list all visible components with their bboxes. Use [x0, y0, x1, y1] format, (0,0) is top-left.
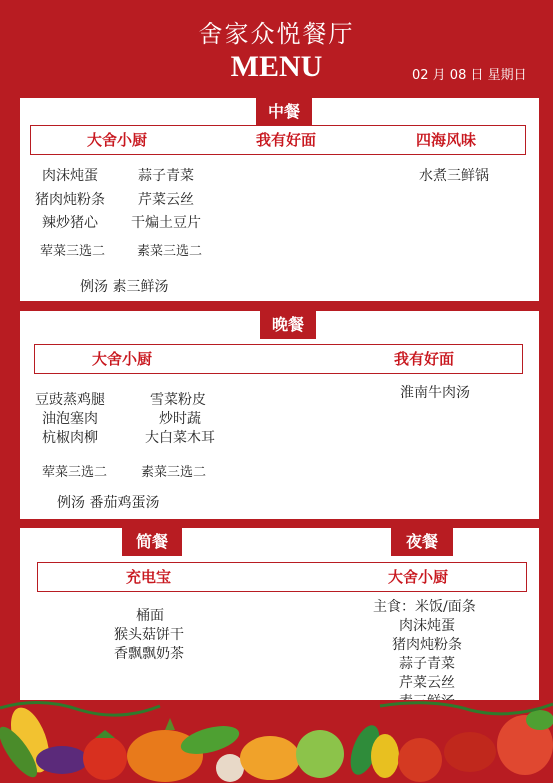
lunch-item: 肉沫炖蛋: [42, 168, 98, 184]
lunch-tag: 中餐: [256, 98, 312, 126]
dinner-item: 大白菜木耳: [145, 430, 215, 446]
simple-meal-tag: 简餐: [122, 528, 182, 556]
night-meal-item: 蒜子青菜: [399, 656, 455, 672]
dinner-tag: 晚餐: [260, 311, 316, 339]
dinner-soup: 例汤 番茄鸡蛋汤: [57, 495, 160, 511]
night-meal-category: 大舍小厨: [388, 568, 449, 586]
lunch-item: 蒜子青菜: [138, 168, 194, 184]
dinner-choose-veg: 素菜三选二: [141, 465, 207, 480]
lunch-item: 辣炒猪心: [42, 215, 98, 231]
lunch-soup: 例汤 素三鲜汤: [80, 279, 169, 295]
vegetable-border-illustration: [0, 700, 553, 783]
night-meal-item: 肉沫炖蛋: [399, 618, 455, 634]
late-meals-category-bar: [37, 562, 527, 592]
lunch-category-3: 四海风味: [416, 131, 477, 149]
simple-meal-item: 桶面: [136, 608, 164, 624]
lunch-item: 干煸土豆片: [131, 215, 201, 231]
lunch-category-2: 我有好面: [256, 131, 317, 149]
dinner-category-2: 我有好面: [394, 350, 455, 368]
lunch-item: 猪肉炖粉条: [35, 192, 105, 208]
menu-date: 02 月 08 日 星期日: [412, 68, 527, 83]
late-meals-panel: [20, 528, 539, 710]
night-meal-item: 芹菜云丝: [399, 675, 455, 691]
dinner-category-1: 大舍小厨: [92, 350, 153, 368]
menu-heading: MENU: [230, 50, 323, 83]
lunch-choose-meat: 荤菜三选二: [40, 244, 106, 259]
lunch-item: 水煮三鲜锅: [419, 168, 489, 184]
dinner-item: 杭椒肉柳: [42, 430, 98, 446]
restaurant-name: 舍家众悦餐厅: [198, 20, 355, 48]
night-meal-item: 主食：米饭/面条: [373, 599, 476, 615]
dinner-choose-meat: 荤菜三选二: [42, 465, 108, 480]
lunch-item: 芹菜云丝: [138, 192, 194, 208]
simple-meal-item: 猴头菇饼干: [114, 627, 184, 643]
lunch-category-1: 大舍小厨: [87, 131, 148, 149]
night-meal-item: 猪肉炖粉条: [392, 637, 462, 653]
dinner-item: 淮南牛肉汤: [400, 385, 470, 401]
night-meal-tag: 夜餐: [391, 528, 453, 556]
simple-meal-item: 香飘飘奶茶: [114, 646, 184, 662]
dinner-item: 炒时蔬: [159, 411, 201, 427]
dinner-item: 豆豉蒸鸡腿: [35, 392, 105, 408]
dinner-item: 雪菜粉皮: [150, 392, 206, 408]
simple-meal-category: 充电宝: [126, 568, 172, 586]
lunch-choose-veg: 素菜三选二: [137, 244, 203, 259]
dinner-item: 油泡塞肉: [42, 411, 98, 427]
